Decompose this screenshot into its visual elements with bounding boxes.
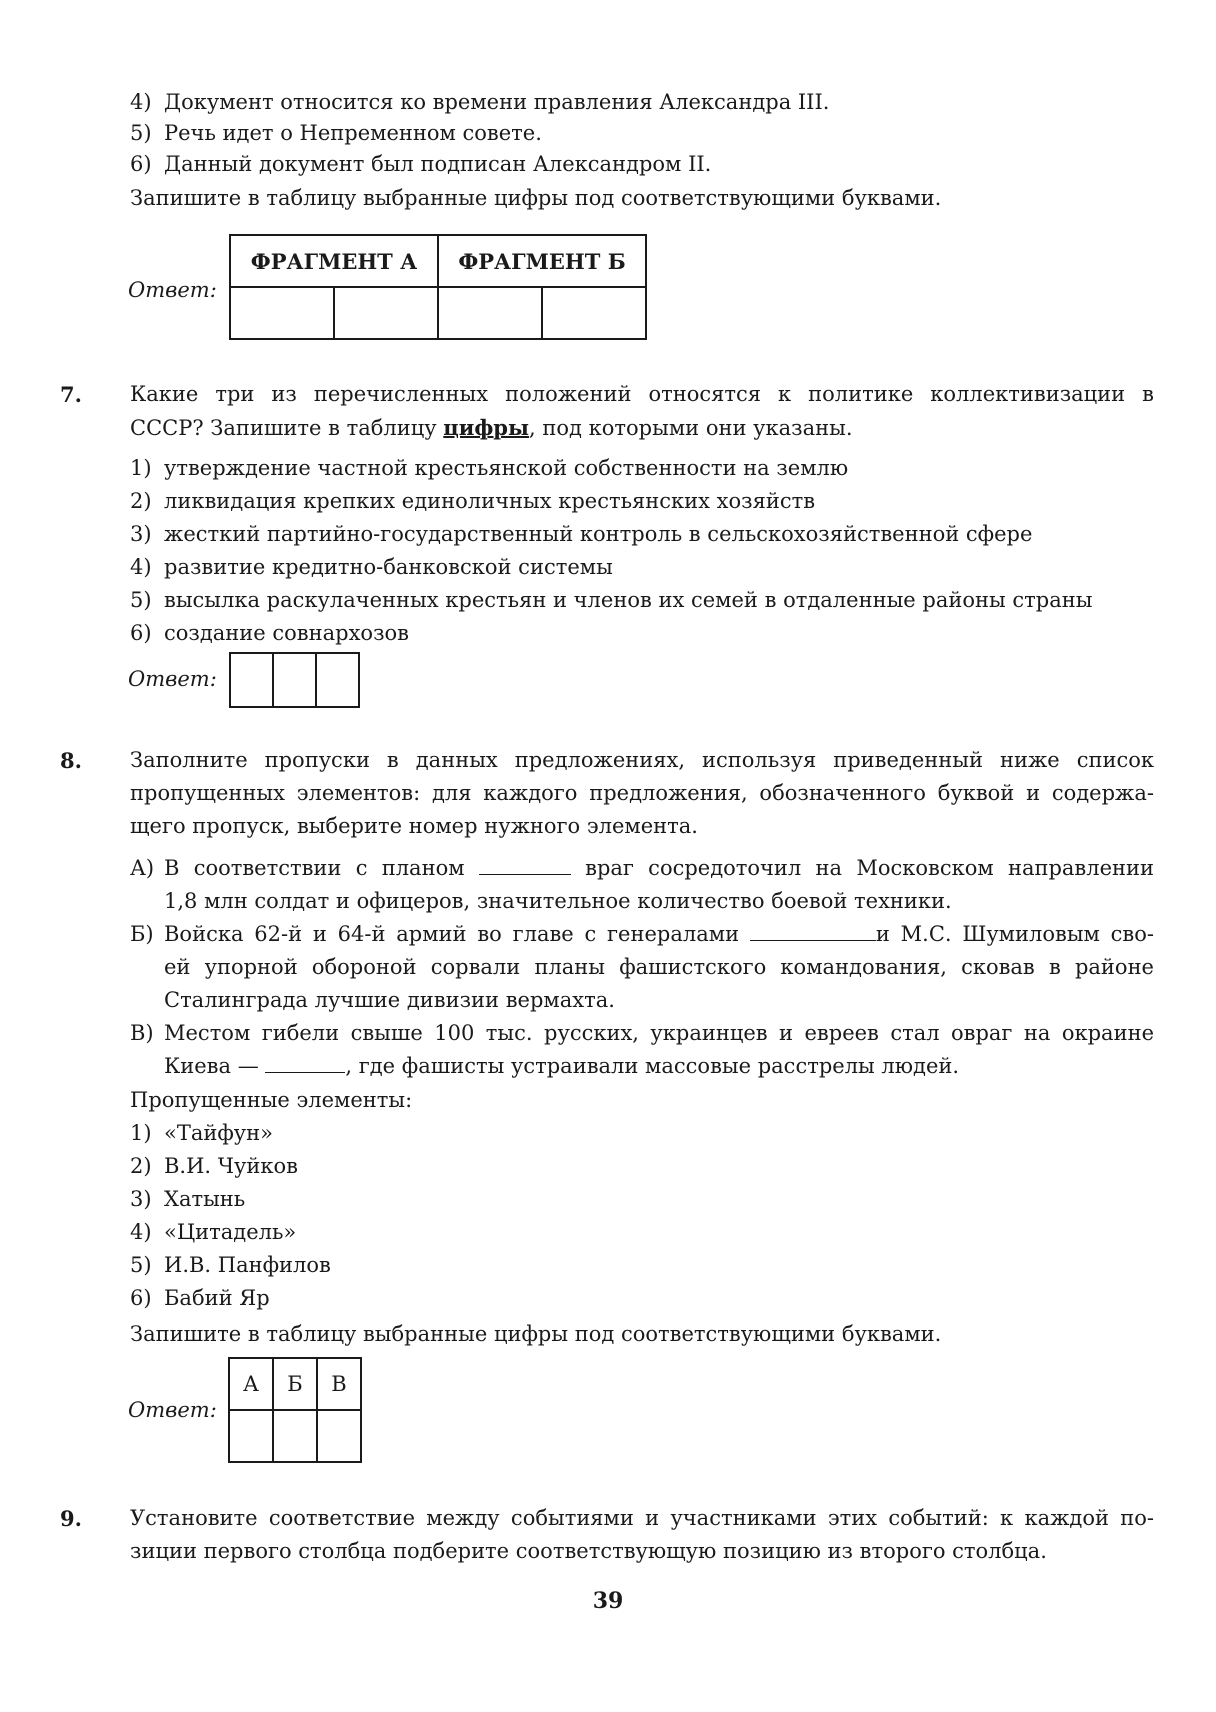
q6-option-4: 4) Документ относится ко времени правления Александра III. xyxy=(130,90,830,114)
q6-header-fragment-a: ФРАГМЕНТ А xyxy=(230,235,438,287)
page-number: 39 xyxy=(592,1588,624,1614)
q6-option-5: 5) Речь идет о Непременном совете. xyxy=(130,121,542,145)
q7-option-6: 6) создание совнархозов xyxy=(130,621,409,645)
q8-header-b: Б xyxy=(273,1358,317,1410)
q8-element-4: 4) «Цитадель» xyxy=(130,1220,297,1244)
q8-element-6: 6) Бабий Яр xyxy=(130,1286,270,1310)
q8-sentence-v-line1: Местом гибели свыше 100 тыс. русских, украинцев и евреев стал овраг на окраине xyxy=(164,1021,1154,1045)
q7-option-3: 3) жесткий партийно-государственный контроль в сельскохозяйственной сфере xyxy=(130,522,1033,546)
q7-text-line2: СССР? Запишите в таблицу цифры, под которыми они указаны. xyxy=(130,415,853,440)
q8-element-2: 2) В.И. Чуйков xyxy=(130,1154,298,1178)
q6-answer-table xyxy=(229,234,647,340)
q7-number: 7. xyxy=(60,382,82,407)
q7-answer-label: Ответ: xyxy=(128,667,217,691)
q7-option-4: 4) развитие кредитно-банковской системы xyxy=(130,555,613,579)
q6-answer-cell[interactable] xyxy=(230,287,334,339)
q8-missing-header: Пропущенные элементы: xyxy=(130,1088,413,1112)
q8-element-3: 3) Хатынь xyxy=(130,1187,246,1211)
q6-answer-cell[interactable] xyxy=(542,287,646,339)
q8-sentence-v-label: В) xyxy=(130,1021,154,1045)
q9-text-line1: Установите соответствие между событиями и участниками этих событий: к каждой по- xyxy=(130,1506,1154,1530)
q8-sentence-b-line2: ей упорной обороной сорвали планы фашистского командования, сковав в районе xyxy=(164,955,1154,979)
q8-blank-v xyxy=(265,1054,345,1073)
q8-instruction: Запишите в таблицу выбранные цифры под соответствующими буквами. xyxy=(130,1322,942,1346)
q7-option-5: 5) высылка раскулаченных крестьян и членов их семей в отдаленные районы страны xyxy=(130,588,1093,612)
q8-sentence-v-line2: Киева — , где фашисты устраивали массовые расстрелы людей. xyxy=(164,1054,960,1078)
q7-answer-table xyxy=(229,652,360,708)
q8-sentence-b-line3: Сталинграда лучшие дивизии вермахта. xyxy=(164,988,615,1012)
q6-option-6: 6) Данный документ был подписан Александром II. xyxy=(130,152,712,176)
q9-number: 9. xyxy=(60,1506,82,1531)
q8-header-v: В xyxy=(317,1358,361,1410)
q8-intro-line1: Заполните пропуски в данных предложениях, используя приведенный ниже список xyxy=(130,748,1154,772)
q8-intro-line3: щего пропуск, выберите номер нужного элемента. xyxy=(130,814,698,838)
q9-text-line2: зиции первого столбца подберите соответствующую позицию из второго столбца. xyxy=(130,1539,1047,1563)
q6-answer-cell[interactable] xyxy=(438,287,542,339)
q8-blank-a xyxy=(479,856,571,875)
q8-sentence-a-label: А) xyxy=(130,856,155,880)
q7-text-line1: Какие три из перечисленных положений относятся к политике коллективизации в xyxy=(130,382,1154,406)
q8-answer-cell[interactable] xyxy=(317,1410,361,1462)
q8-number: 8. xyxy=(60,748,82,773)
q7-option-1: 1) утверждение частной крестьянской собственности на землю xyxy=(130,456,849,480)
q7-answer-cell[interactable] xyxy=(230,653,273,707)
q6-answer-label: Ответ: xyxy=(128,278,217,302)
q7-answer-cell[interactable] xyxy=(273,653,316,707)
q7-option-2: 2) ликвидация крепких единоличных крестьянских хозяйств xyxy=(130,489,816,513)
q8-answer-cell[interactable] xyxy=(229,1410,273,1462)
q8-answer-label: Ответ: xyxy=(128,1398,217,1422)
q8-intro-line2: пропущенных элементов: для каждого предложения, обозначенного буквой и содержа- xyxy=(130,781,1154,805)
q8-answer-table xyxy=(228,1357,362,1463)
q8-sentence-b-line1: Войска 62-й и 64-й армий во главе с генералами и М.С. Шумиловым сво- xyxy=(164,922,1154,946)
q7-answer-cell[interactable] xyxy=(316,653,359,707)
q8-sentence-a-line2: 1,8 млн солдат и офицеров, значительное количество боевой техники. xyxy=(164,889,952,913)
q8-sentence-a-line1: В соответствии с планом враг сосредоточил на Московском направлении xyxy=(164,856,1155,880)
q6-header-fragment-b: ФРАГМЕНТ Б xyxy=(438,235,646,287)
q6-instruction: Запишите в таблицу выбранные цифры под соответствующими буквами. xyxy=(130,186,942,210)
q8-answer-cell[interactable] xyxy=(273,1410,317,1462)
q8-blank-b xyxy=(750,922,876,941)
q6-answer-cell[interactable] xyxy=(334,287,438,339)
q8-header-a: А xyxy=(229,1358,273,1410)
q8-element-5: 5) И.В. Панфилов xyxy=(130,1253,331,1277)
q8-sentence-b-label: Б) xyxy=(130,922,154,946)
q8-element-1: 1) «Тайфун» xyxy=(130,1121,274,1145)
